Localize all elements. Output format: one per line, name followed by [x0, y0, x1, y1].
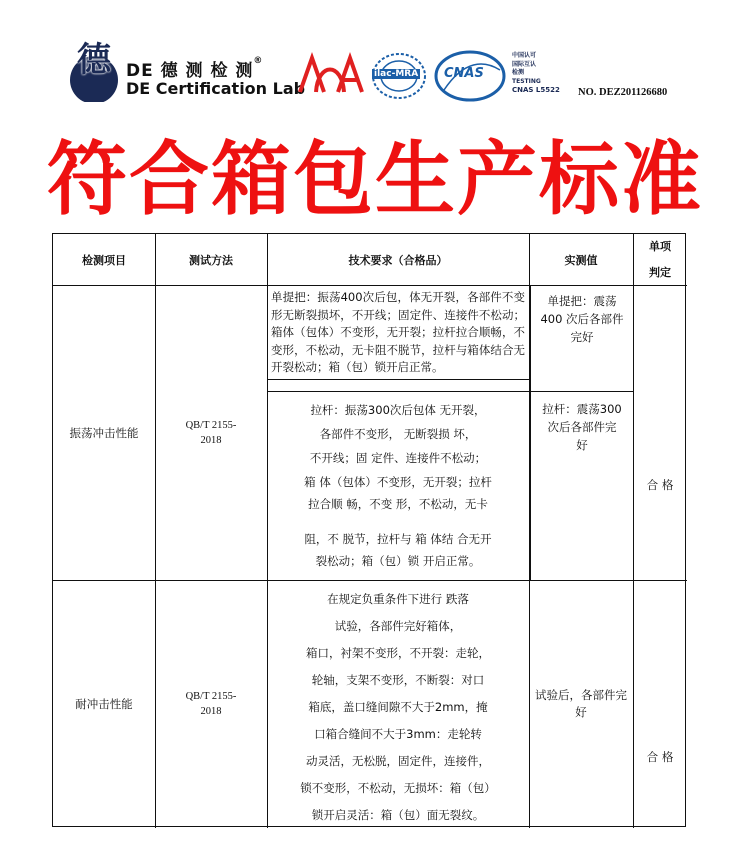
row2-requirement: 在规定负重条件下进行 跌落 试验，各部件完好箱体， 箱口，衬架不变形，不开裂：走轮， 轮轴，支架不变形，不断裂：对口 箱底，盖口缝间隙不大于2mm，掩 口箱合缝间不大于3mm：走轮转 动灵活，无松脱，固定件，连接件， 锁不变形，不松动，无损坏：箱（包） 锁开启灵活：箱（包）面无裂纹。: [300, 592, 496, 822]
row2-measured: 试验后，各部件完 好: [535, 688, 627, 719]
cma-logo: [296, 52, 366, 98]
row1-verdict: 合 格: [646, 478, 674, 492]
row1-requirement-handle: 单提把：振荡400次后包，体无开裂，各部件不变形无断裂损坏，不开线；固定件、连接件不松动；箱体（包体）不变形，无开裂；拉杆拉合顺畅，不变形，不松动，无卡阻不脱节，拉杆与箱体结合无开裂松动；箱（包）锁开启正常。: [271, 290, 525, 374]
row1-method: QB/T 2155- 2018: [185, 419, 237, 446]
report-number: NO. DEZ201126680: [578, 87, 668, 98]
ilac-mra-text: ilac-MRA: [374, 69, 419, 79]
test-results-table: [52, 233, 686, 827]
de-lab-logo: [70, 38, 118, 110]
row2-verdict: 合 格: [646, 749, 674, 764]
row1-measured-handle: 单提把：震荡 400 次后各部件 完好: [540, 294, 624, 344]
logo-wave: [74, 94, 114, 105]
cnas-text: CNAS: [444, 66, 484, 81]
header-measured: 实测值: [564, 253, 598, 267]
logo-glyph: 德: [77, 40, 111, 80]
cma-text: [331, 83, 332, 84]
row2-method: QB/T 2155- 2018: [185, 691, 237, 717]
header-requirements: 技术要求（合格品）: [348, 253, 448, 267]
header-verdict: 单项 判定: [649, 239, 671, 279]
headline: 符合箱包生产标准: [47, 133, 703, 226]
row1-measured-trolley: 拉杆：震荡300 次后各部件完 好: [542, 402, 622, 452]
header-test-item: 检测项目: [82, 253, 126, 267]
row2-test-item: 耐冲击性能: [75, 697, 133, 711]
accreditation-text: 中国认可 国际互认 检测 TESTING CNAS L5522: [512, 52, 560, 94]
header-test-method: 测试方法: [189, 253, 233, 267]
row1-test-item: 振荡冲击性能: [69, 425, 139, 440]
row1-requirement-trolley: 拉杆：振荡300次后包体 无开裂， 各部件不变形， 无断裂损 坏， 不开线；固 定件、连接件不松动； 箱 体（包体）不变形，无开裂；拉杆 拉合顺 畅，不变 形，不松动，无卡 阻，不 脱节，拉杆与 箱 体结 合无开 裂松动；箱（包）锁 开启正常。: [304, 403, 492, 568]
brand-name-en: DE Certification Lab: [126, 79, 306, 98]
brand-name-cn: DE 德 测 检 测®: [126, 56, 264, 81]
